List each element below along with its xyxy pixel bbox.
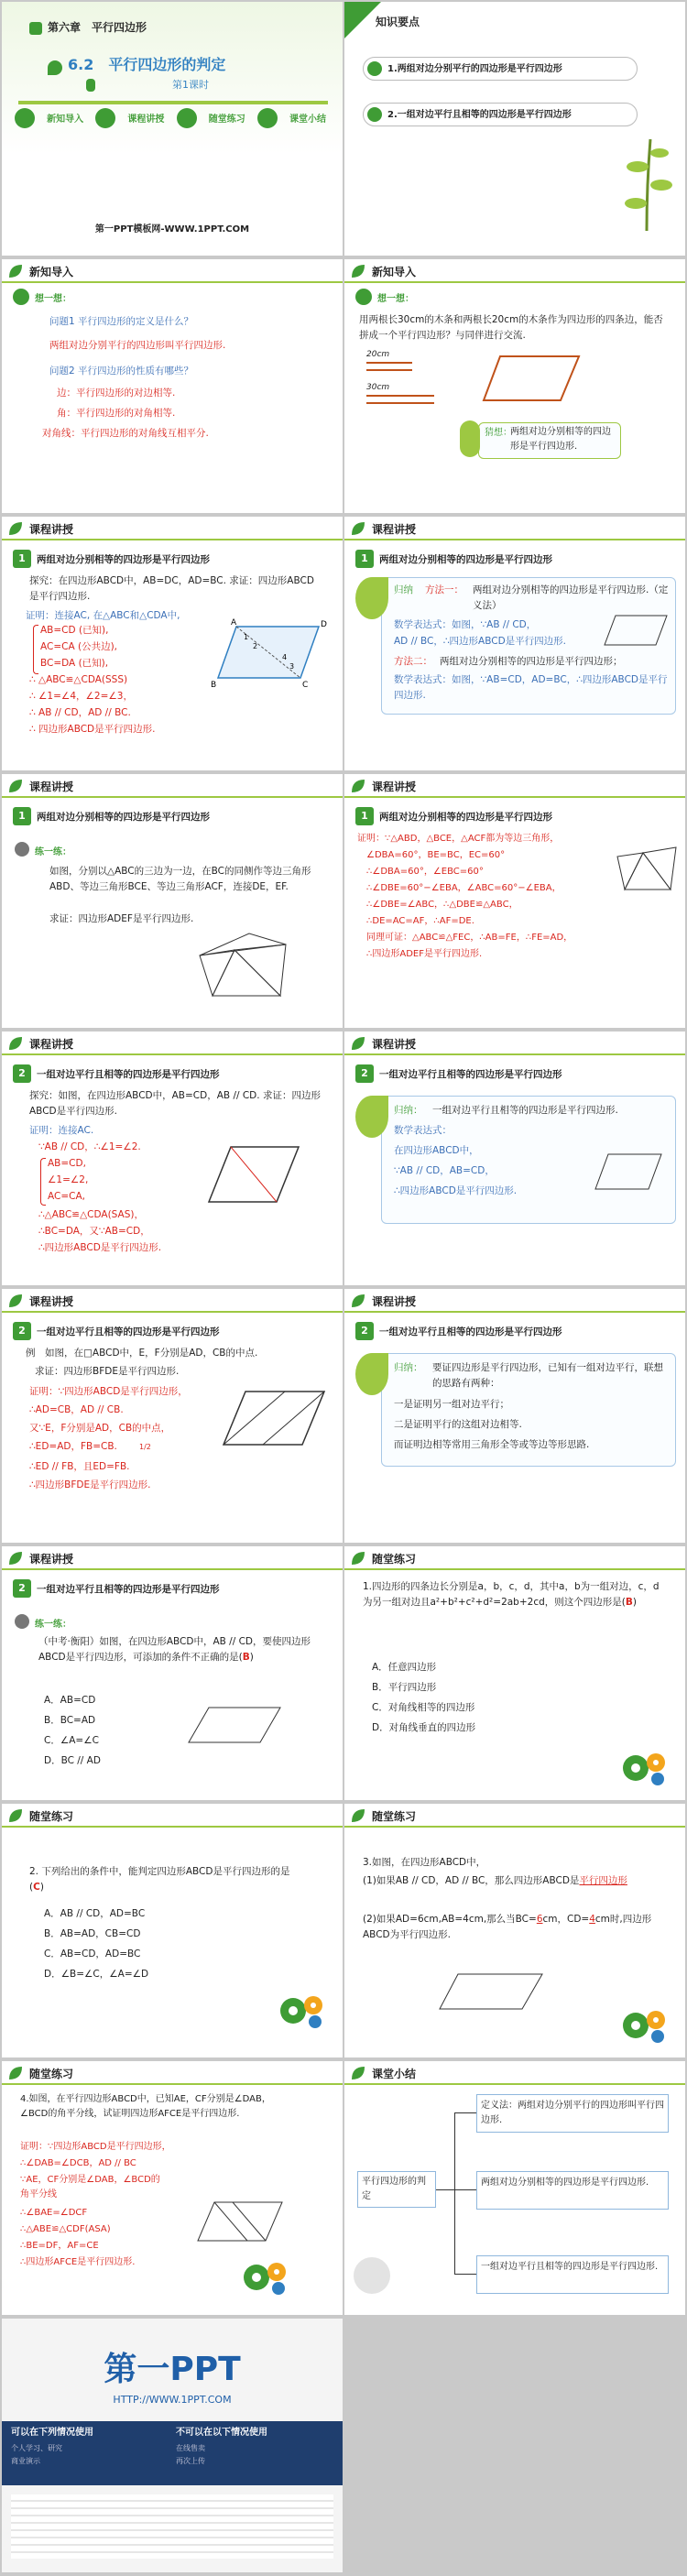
knowledge-title: 知识要点 (376, 16, 420, 28)
think-label: 想一想： (377, 294, 414, 304)
think-icon (13, 289, 29, 305)
proof-line-2: ∴∠DAB=∠DCB，AD // BC (20, 2158, 136, 2168)
leaf-icon (7, 520, 24, 537)
topic-title: 一组对边平行且相等的四边形是平行四边形 (379, 1069, 562, 1080)
leaf-icon (350, 1293, 366, 1309)
proof-line-2: ∴AD=CB，AD // CB. (29, 1404, 124, 1415)
option-a[interactable]: A．AB // CD，AD=BC (44, 1908, 146, 1919)
chapter-icon (29, 22, 42, 35)
part-1-answer: 平行四边形 (579, 1875, 627, 1886)
question-text: 2. 下列给出的条件中，能判定四边形ABCD是平行四边形的是( (29, 1866, 290, 1893)
leaf-icon (7, 778, 24, 794)
think-icon (355, 289, 372, 305)
part-2-text-d: cm时,四边形ABCD为平行四边形. (363, 1914, 652, 1940)
proof-line-6: ∴ ∠1=∠4，∠2=∠3， (29, 691, 133, 702)
slide-intro-2 (344, 259, 685, 513)
method-1-expr: 数学表达式：如图，∵AB // CD， (394, 619, 537, 630)
lesson-label: 第1课时 (172, 79, 209, 91)
bullet-icon (367, 61, 382, 76)
slide-lecture-3 (2, 774, 343, 1028)
leaf-icon (7, 1807, 24, 1824)
practice-question (363, 1579, 669, 1610)
slide-practice-3 (344, 1804, 685, 2058)
property-sides: 边：平行四边形的对边相等. (57, 387, 176, 398)
topic-bar (13, 807, 332, 825)
proof-line-4: BC=DA (已知), (40, 658, 109, 669)
example-text: 例 如图，在□ABCD中，E，F分别是AD，CB的中点. (26, 1348, 258, 1359)
topic-title: 两组对边分别相等的四边形是平行四边形 (37, 554, 210, 565)
proof-line-8: ∴四边形ABCD是平行四边形. (38, 1242, 162, 1253)
can-item-1: 个人学习、研究 (11, 2444, 62, 2452)
question-part-1 (363, 1873, 665, 1889)
stick-20a (366, 362, 412, 364)
option-b[interactable]: B．BC=AD (44, 1715, 96, 1726)
part-2-text: (2)如果AD=6cm,AB=4cm,那么当BC= (363, 1914, 537, 1925)
link-list (11, 2494, 333, 2559)
topic-number: 2 (355, 1064, 374, 1083)
option-b[interactable]: B．AB=AD，CB=CD (44, 1928, 141, 1939)
connector-line (436, 2189, 454, 2190)
topic-title: 一组对边平行且相等的四边形是平行四边形 (37, 1584, 220, 1595)
topic-bar (13, 550, 332, 568)
point-d: D (321, 620, 327, 629)
tools-icon (15, 1614, 29, 1629)
proof-line-5: ∴ED // FB，且ED=FB. (29, 1461, 130, 1472)
topic-number: 1 (13, 550, 31, 568)
slide-header (2, 1546, 343, 1570)
practice-text: 如图，分别以△ABC的三边为一边，在BC的同侧作等边三角形ABD、等边三角形BCE、等边三角形ACF，连接DE，EF. (49, 866, 311, 892)
slide-title: 随堂练习 (29, 2068, 74, 2080)
leaf-icon (350, 2065, 366, 2081)
label-20cm: 20cm (366, 350, 390, 359)
topic-bar (13, 1064, 332, 1083)
method-2-expr: 数学表达式：如图，∵AB=CD，AD=BC，∴四边形ABCD是平行四边形. (394, 674, 668, 701)
proof-line-4: ∴∠BAE=∠DCF (20, 2208, 88, 2218)
slide-header (344, 517, 685, 540)
method-1-expr-2: AD // BC，∴四边形ABCD是平行四边形. (394, 636, 567, 647)
cover-divider (18, 101, 328, 104)
slide-header (344, 2061, 685, 2085)
leaf-icon (350, 520, 366, 537)
induction-label: 归纳 (394, 584, 413, 595)
conjecture-box (478, 422, 621, 459)
fraction-half: 1/2 (139, 1443, 151, 1451)
example-figure (218, 1386, 328, 1450)
slide-header (344, 1031, 685, 1055)
proof-figure (209, 617, 328, 691)
option-d[interactable]: D．∠B=∠C，∠A=∠D (44, 1969, 149, 1980)
tools-icon (15, 842, 29, 857)
expr-figure (592, 1151, 665, 1193)
question-figure (185, 1702, 286, 1748)
question-text: （中考·衡阳）如图，在四边形ABCD中，AB // CD，要使四边形ABCD是平行四边形，可添加的条件不正确的是( (38, 1636, 311, 1663)
stick-30a (366, 395, 434, 397)
proof-line-1: 证明：∵△ABD，△BCE，△ACF都为等边三角形， (357, 834, 560, 844)
leaf-decoration-icon (355, 577, 388, 619)
slide-empty (344, 2319, 685, 2572)
intro-question: 用两根长30cm的木条和两根长20cm的木条作为四边形的四条边，能否拼成一个平行四边形？与同伴进行交流. (359, 314, 663, 341)
nav-icon-4 (257, 108, 278, 128)
option-c[interactable]: C．AB=CD，AD=BC (44, 1948, 141, 1959)
induction-line-2: 一是证明另一组对边平行； (394, 1399, 509, 1410)
part-2-answer-bc: 6 (536, 1914, 543, 1925)
slide-header (344, 774, 685, 798)
slide-knowledge (344, 2, 685, 256)
example-prove: 求证：四边形BFDE是平行四边形. (35, 1366, 180, 1377)
slide-lecture-4 (344, 774, 685, 1028)
topic-title: 两组对边分别相等的四边形是平行四边形 (379, 554, 552, 565)
proof-line-3: 又∵E，F分别是AD，CB的中点， (29, 1423, 171, 1434)
proof-line-4: ∠1=∠2, (48, 1174, 89, 1185)
proof-line-3: ∵AE，CF分别是∠DAB，∠BCD的角平分线 (20, 2175, 160, 2199)
proof-line-1: 证明：连接AC. (29, 1125, 94, 1136)
topic-number: 2 (355, 1322, 374, 1340)
question-2: 问题2 平行四边形的性质有哪些？ (49, 366, 194, 377)
slide-header (2, 1031, 343, 1055)
slide-lecture-9 (2, 1546, 343, 1800)
proof-line-8: ∴ 四边形ABCD是平行四边形. (29, 724, 156, 735)
slide-title: 课程讲授 (29, 1295, 74, 1308)
nav-icon-3 (177, 108, 197, 128)
option-c[interactable]: C．对角线相等的四边形 (372, 1702, 475, 1713)
gear-icon (240, 2259, 289, 2296)
proof-line-1: 证明：∵四边形ABCD是平行四边形， (20, 2142, 171, 2152)
knowledge-text-2: 2.一组对边平行且相等的四边形是平行四边形 (387, 110, 572, 120)
nav-summary[interactable]: 课堂小结 (289, 115, 326, 125)
leaf-icon (7, 1035, 24, 1052)
practice-question (38, 1634, 322, 1665)
stick-20b (366, 369, 412, 371)
answer: C (33, 1882, 40, 1893)
proof-line-7: 同理可证：△ABC≌△FEC，∴AB=FE，∴FE=AD， (366, 933, 573, 943)
slide-lecture-1 (2, 517, 343, 770)
leaf-icon (350, 1035, 366, 1052)
induction-line-4: 而证明边相等常用三角形全等或等边等形思路. (394, 1439, 590, 1450)
angle-1: 1 (244, 633, 249, 641)
slide-practice-4 (2, 2061, 343, 2315)
slide-title: 课程讲授 (29, 1553, 74, 1566)
induction-label: 归纳： (394, 1105, 423, 1116)
question-close: ) (39, 1882, 44, 1893)
question-1: 问题1 平行四边形的定义是什么？ (49, 316, 194, 327)
question-text: 1.四边形的四条边长分别是a，b，c，d，其中a，b为一组对边，c，d为另一组对边且a²+b²+c²+d²=2ab+2cd，则这个四边形是( (363, 1581, 660, 1608)
topic-number: 2 (13, 1322, 31, 1340)
slide-header (344, 1804, 685, 1828)
slide-header (2, 1804, 343, 1828)
method-figure (601, 612, 671, 649)
proof-line-7: ∴BC=DA，又∵AB=CD， (38, 1226, 150, 1237)
nav-practice[interactable]: 随堂练习 (208, 115, 245, 125)
proof-line-1: 证明：∵四边形ABCD是平行四边形， (29, 1386, 188, 1397)
slide-title: 课程讲授 (29, 780, 74, 793)
slide-title: 课程讲授 (372, 1038, 417, 1051)
part-2-answer-cd: 4 (589, 1914, 595, 1925)
answer: B (625, 1597, 633, 1608)
topic-bar (355, 807, 674, 825)
point-b: B (211, 681, 217, 690)
topic-title: 一组对边平行且相等的四边形是平行四边形 (379, 1326, 562, 1337)
slide-title: 新知导入 (372, 266, 417, 278)
cover-title: 6.2 平行四边形的判定 (68, 56, 226, 73)
topic-number: 1 (355, 550, 374, 568)
topic-title: 两组对边分别相等的四边形是平行四边形 (379, 812, 552, 823)
proof-line-6: ∴DE=AC=AF，∴AF=DE. (366, 916, 474, 926)
leaf-icon (350, 1550, 366, 1566)
angle-2: 2 (253, 642, 258, 650)
proof-line-1: 证明：连接AC, 在△ABC和△CDA中, (26, 610, 180, 621)
slide-intro-1 (2, 259, 343, 513)
leaf-icon (350, 263, 366, 279)
person-icon (354, 2257, 390, 2294)
part-1-text: (1)如果AB // CD，AD // BC，那么四边形ABCD是 (363, 1875, 580, 1886)
topic-title: 两组对边分别相等的四边形是平行四边形 (37, 812, 210, 823)
topic-bar (13, 1579, 332, 1598)
question-close: ) (249, 1652, 254, 1663)
bullet-icon (367, 107, 382, 122)
practice-prove: 求证：四边形ADEF是平行四边形. (49, 913, 194, 924)
slide-lecture-6 (344, 1031, 685, 1285)
summary-branch-2: 两组对边分别相等的四边形是平行四边形. (476, 2171, 669, 2210)
slide-practice-2 (2, 1804, 343, 2058)
can-title: 可以在下列情况使用 (11, 2428, 93, 2438)
part-2-text-b: cm，CD= (542, 1914, 590, 1925)
slide-summary (344, 2061, 685, 2315)
topic-number: 1 (13, 807, 31, 825)
license-panel (2, 2421, 343, 2485)
figure-icon (460, 420, 480, 457)
proof-line-6: ∴BE=DF，AF=CE (20, 2241, 99, 2251)
connector-1 (454, 2112, 476, 2113)
summary-branch-1: 定义法：两组对边分别平行的四边形叫平行四边形. (476, 2094, 669, 2133)
slide-title: 课堂小结 (372, 2068, 417, 2080)
method-1-label: 方法一： (425, 584, 463, 595)
question-text: 4.如图，在平行四边形ABCD中，已知AE，CF分别是∠DAB，∠BCD的角平分线，试证明四边形AFCE是平行四边形. (20, 2094, 271, 2119)
nav-icon-1 (15, 108, 35, 128)
proof-line-3: AC=CA (公共边), (40, 641, 118, 652)
practice-label: 练一练： (35, 1620, 71, 1630)
practice-label: 练一练： (35, 847, 71, 857)
proof-line-7: ∴ AB // CD，AD // BC. (29, 707, 131, 718)
proof-line-3: AB=CD, (48, 1158, 86, 1169)
connector-trunk (454, 2112, 455, 2274)
option-d[interactable]: D．对角线垂直的四边形 (372, 1722, 476, 1733)
leaf-icon (7, 2065, 24, 2081)
leaf-icon (7, 1293, 24, 1309)
slide-ending (2, 2319, 343, 2572)
method-2-label: 方法二： (394, 656, 432, 667)
question-figure (436, 1969, 546, 2014)
proof-line-6: ∴四边形BFDE是平行四边形. (29, 1479, 151, 1490)
angle-4: 4 (282, 653, 288, 661)
proof-line-4: ∴ED=AD，FB=CB. (29, 1441, 117, 1452)
proof-line-4: ∴∠DBE=60°−∠EBA，∠ABC=60°−∠EBA， (366, 883, 562, 893)
leaf-icon (7, 263, 24, 279)
brace (33, 625, 38, 674)
answer-1: 两组对边分别平行的四边形叫平行四边形. (49, 340, 226, 351)
expr-line-3: ∴四边形ABCD是平行四边形. (394, 1185, 518, 1196)
proof-line-5: ∴ △ABC≌△CDA(SSS) (29, 674, 128, 685)
triangles-figure (194, 932, 295, 1003)
point-a: A (231, 618, 237, 628)
induction-text: 一组对边平行且相等的四边形是平行四边形. (432, 1105, 618, 1116)
slide-header (344, 259, 685, 283)
can-item-2: 商业演示 (11, 2457, 40, 2465)
leaf-icon (48, 60, 62, 75)
lock-icon (86, 79, 95, 92)
slide-title: 课程讲授 (29, 1038, 74, 1051)
expr-label: 数学表达式： (394, 1125, 452, 1136)
topic-bar (355, 1322, 674, 1340)
nav-lecture[interactable]: 课程讲授 (127, 115, 165, 125)
leaf-decoration-icon (355, 1353, 388, 1395)
cover-footer: 第一PPT模板网-WWW.1PPT.COM (94, 224, 250, 235)
topic-bar (355, 550, 674, 568)
slide-title: 新知导入 (29, 266, 74, 278)
induction-line-3: 二是证明平行的这组对边相等. (394, 1419, 522, 1430)
topic-title: 一组对边平行且相等的四边形是平行四边形 (37, 1069, 220, 1080)
slide-header (344, 1289, 685, 1313)
point-c: C (302, 681, 309, 690)
method-2-text: 两组对边分别相等的四边形是平行四边形； (440, 656, 623, 667)
option-d[interactable]: D．BC // AD (44, 1755, 101, 1766)
connector-2 (454, 2189, 476, 2190)
proof-line-5: AC=CA, (48, 1191, 85, 1202)
slide-title: 课程讲授 (372, 1295, 417, 1308)
slide-header (344, 1546, 685, 1570)
parallelogram-figure (482, 351, 583, 406)
leaf-icon (350, 1807, 366, 1824)
slide-title: 课程讲授 (29, 523, 74, 536)
stick-30b (366, 402, 434, 404)
proof-line-6: ∴△ABC≌△CDA(SAS)， (38, 1209, 144, 1220)
topic-number: 2 (13, 1064, 31, 1083)
explore-text: 探究：在四边形ABCD中，AB=DC，AD=BC. 求证：四边形ABCD是平行四边形. (29, 575, 314, 602)
property-angles: 角：平行四边形的对角相等. (57, 408, 176, 419)
practice-question (29, 1864, 304, 1895)
slide-title: 随堂练习 (372, 1810, 417, 1823)
slide-title: 随堂练习 (372, 1553, 417, 1566)
proof-line-7: ∴四边形AFCE是平行四边形. (20, 2257, 136, 2267)
method-1-text: 两组对边分别相等的四边形是平行四边形.（定义法） (473, 584, 669, 611)
gear-icon (619, 1750, 669, 1786)
expr-line-1: 在四边形ABCD中， (394, 1145, 479, 1156)
question-text: 3.如图，在四边形ABCD中， (363, 1857, 486, 1868)
label-30cm: 30cm (366, 383, 390, 392)
proof-line-2: ∠DBA=60°，BE=BC，EC=60° (366, 850, 506, 860)
slide-title: 随堂练习 (29, 1810, 74, 1823)
brand-logo: 第一PPT (104, 2351, 241, 2388)
slide-lecture-2 (344, 517, 685, 770)
expr-line-2: ∵AB // CD，AB=CD， (394, 1165, 495, 1176)
slide-lecture-7 (2, 1289, 343, 1543)
option-a[interactable]: A．任意四边形 (372, 1662, 437, 1673)
topic-bar (355, 1064, 674, 1083)
property-diagonals: 对角线：平行四边形的对角线互相平分. (42, 428, 209, 439)
option-a[interactable]: A．AB=CD (44, 1695, 96, 1706)
option-c[interactable]: C．∠A=∠C (44, 1735, 99, 1746)
summary-center: 平行四边形的判定 (357, 2171, 436, 2208)
nav-intro[interactable]: 新知导入 (47, 115, 84, 125)
explore-text: 探究：如图，在四边形ABCD中，AB=CD，AB // CD. 求证：四边形ABCD是平行四边形. (29, 1090, 321, 1117)
question-part-2 (363, 1912, 665, 1943)
induction-line-1: 要证四边形是平行四边形，已知有一组对边平行，联想的思路有两种： (432, 1362, 663, 1389)
leaf-icon (7, 1550, 24, 1566)
gear-icon (277, 1992, 326, 2029)
topic-number: 1 (355, 807, 374, 825)
nav-icon-2 (95, 108, 115, 128)
proof-line-2: AB=CD (已知), (40, 625, 109, 636)
proof-line-2: ∵AB // CD，∴∠1=∠2. (38, 1141, 141, 1152)
slide-header (2, 1289, 343, 1313)
slide-title: 课程讲授 (372, 523, 417, 536)
cannot-item-1: 在线售卖 (176, 2444, 205, 2452)
brand-url: HTTP://WWW.1PPT.COM (113, 2394, 232, 2406)
slide-header (2, 2061, 343, 2085)
connector-3 (454, 2274, 476, 2275)
proof-line-8: ∴四边形ADEF是平行四边形. (366, 949, 483, 959)
question-figure (194, 2199, 286, 2244)
proof-line-3: ∴∠DBA=60°，∠EBC=60° (366, 867, 484, 877)
cannot-item-2: 再次上传 (176, 2457, 205, 2465)
cannot-title: 不可以在以下情况使用 (176, 2428, 267, 2438)
gear-icon (619, 2007, 669, 2044)
option-b[interactable]: B．平行四边形 (372, 1682, 437, 1693)
slide-cover (2, 2, 343, 256)
brace (40, 1158, 46, 1206)
slide-header (2, 517, 343, 540)
topic-number: 2 (13, 1579, 31, 1598)
conjecture-text: 两组对边分别相等的四边形是平行四边形. (510, 427, 611, 452)
proof-figure (203, 1141, 304, 1207)
slide-title: 课程讲授 (372, 780, 417, 793)
induction-label: 归纳： (394, 1362, 423, 1373)
knowledge-item-1 (363, 57, 638, 81)
leaf-icon (350, 778, 366, 794)
slide-header (2, 259, 343, 283)
slide-header (2, 774, 343, 798)
chapter-label: 第六章 平行四边形 (48, 21, 147, 34)
summary-branch-3: 一组对边平行且相等的四边形是平行四边形. (476, 2255, 669, 2294)
slide-lecture-8 (344, 1289, 685, 1543)
plant-icon (619, 130, 674, 231)
proof-line-5: ∴△ABE≌△CDF(ASA) (20, 2224, 111, 2234)
angle-3: 3 (289, 662, 295, 671)
topic-bar (13, 1322, 332, 1340)
slide-practice-1 (344, 1546, 685, 1800)
knowledge-text-1: 1.两组对边分别平行的四边形是平行四边形 (387, 64, 562, 74)
proof-figure (616, 840, 678, 895)
answer: B (242, 1652, 250, 1663)
proof-line-5: ∴∠DBE=∠ABC，∴△DBE≌△ABC， (366, 900, 518, 910)
leaf-decoration-icon (355, 1096, 388, 1138)
question-close: ) (632, 1597, 637, 1608)
slide-lecture-5 (2, 1031, 343, 1285)
topic-title: 一组对边平行且相等的四边形是平行四边形 (37, 1326, 220, 1337)
think-label: 想一想： (35, 294, 71, 304)
cover-nav (15, 108, 326, 145)
knowledge-item-2 (363, 103, 638, 126)
conjecture-label: 猜想： (485, 428, 512, 438)
